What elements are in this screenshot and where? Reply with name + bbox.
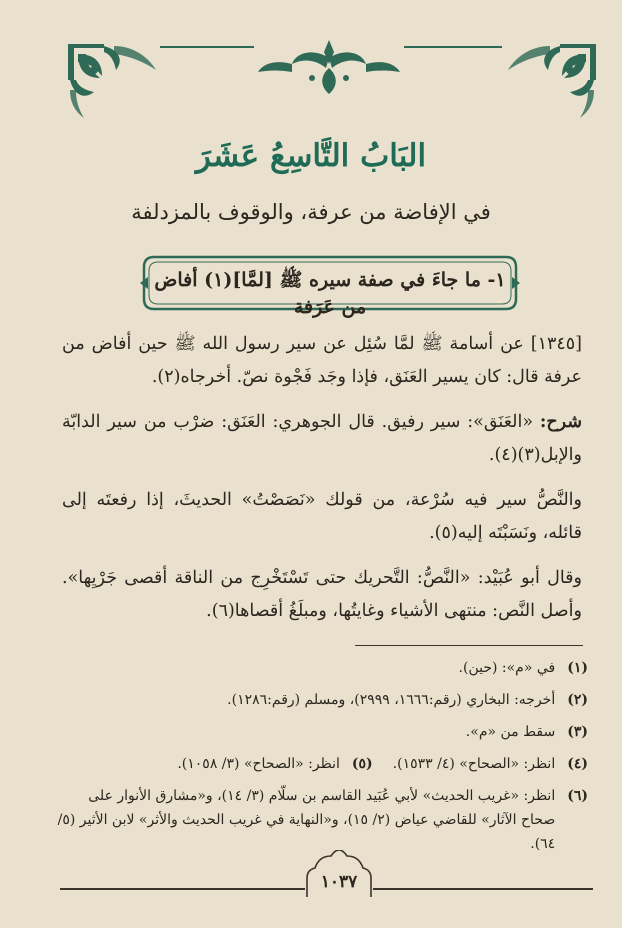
top-rule-left [160, 46, 254, 48]
footnote-text: انظر: «الصحاح» (٣/ ١٠٥٨). [177, 756, 340, 772]
footnotes [54, 656, 588, 864]
footnote-number: (١) [567, 660, 588, 676]
footnote-row-4-5 [54, 752, 588, 776]
page-number: ١٠٣٧ [320, 872, 358, 892]
footnote-number: (٦) [567, 788, 588, 804]
footnote-text: سقط من «م». [465, 724, 556, 740]
chapter-subtitle: في الإفاضة من عرفة، والوقوف بالمزدلفة [131, 200, 491, 224]
bottom-rule-right [373, 888, 593, 890]
paragraph-hadith: [١٣٤٥] عن أسامة ﷺ لمَّا سُئِل عن سير رسول الله ﷺ حين أفاض من عرفة قال: كان يسير العَنَق، فإذا وجَد فَجْوة نصّ. أخرجاه(٢). [62, 334, 582, 387]
top-rule-right [404, 46, 502, 48]
footnote-number: (٢) [567, 692, 588, 708]
paragraph-nass: والنَّصُّ سير فيه سُرْعة، من قولك «نَصَصْتُ» الحديثَ، إذا رفعتَه إلى قائله، ونَسَبْتَه إليه(٥). [62, 490, 582, 543]
corner-ornament-right [502, 40, 600, 120]
footnote-3 [54, 720, 588, 744]
corner-ornament-left [64, 40, 162, 120]
footnote-2 [54, 688, 588, 712]
footnote-text: انظر: «الصحاح» (٤/ ١٥٣٣). [392, 756, 556, 772]
center-ornament [254, 38, 404, 96]
paragraph-sharh [62, 406, 582, 472]
section-title: ١- ما جاءَ في صفة سيره ﷺ [لمَّا](١) أفاض من عَرَفة [154, 269, 506, 318]
chapter-title: البَابُ التَّاسِعُ عَشَرَ [195, 138, 427, 174]
footnote-number: (٥) [351, 756, 373, 772]
footnote-text: في «م»: (حين). [458, 660, 556, 676]
footnote-4 [393, 752, 588, 776]
footnote-text: أخرجه: البخاري (رقم:١٦٦٦، ٢٩٩٩)، ومسلم (رقم:١٢٨٦). [227, 692, 556, 708]
bottom-rule-left [60, 888, 305, 890]
footnote-divider [355, 645, 583, 646]
sharh-text: «العَنَق»: سير رفيق. قال الجوهري: العَنَق: ضرْب من سير الدابّة والإبل(٣)(٤). [62, 412, 582, 465]
body-text [62, 328, 582, 640]
footnote-6 [54, 784, 588, 856]
footnote-5 [177, 752, 372, 776]
footnote-number: (٤) [567, 756, 588, 772]
sharh-label: شرح: [539, 412, 582, 432]
footnote-text: انظر: «غريب الحديث» لأبي عُبَيد القاسم بن سلّام (٣/ ١٤)، و«مشارق الأنوار على صحاح الآثار» للقاضي عياض (٢/ ١٥)، و«النهاية في غريب الحديث والأثر» لابن الأثير (٥/ ٦٤). [57, 788, 556, 852]
paragraph-abu-ubayd: وقال أبو عُبَيْد: «النَّصُّ: التَّحريك حتى تَسْتَخْرِج من الناقة أقصى جَرْيِها». وأصل النَّص: منتهى الأشياء وغايتُها، ومبلَغُ أقصاها(٦). [62, 568, 582, 621]
footnote-number: (٣) [567, 724, 588, 740]
footnote-1 [54, 656, 588, 680]
